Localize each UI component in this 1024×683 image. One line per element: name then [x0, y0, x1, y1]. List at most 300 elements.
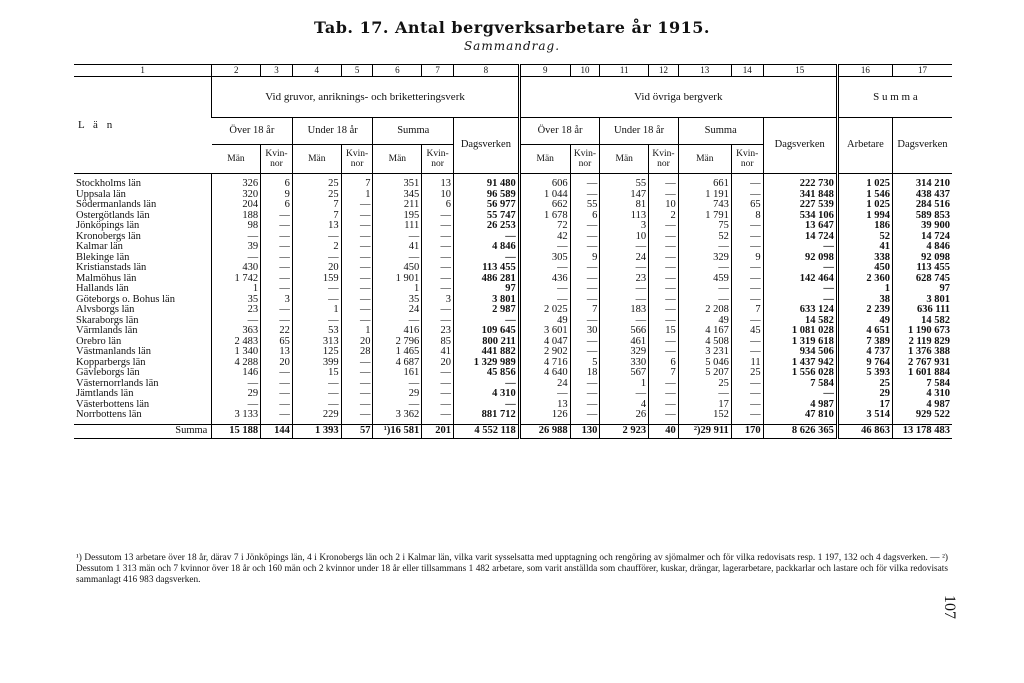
value-cell: 10 — [422, 190, 454, 201]
value-cell: 1 901 — [373, 274, 422, 285]
value-cell: 416 — [373, 326, 422, 337]
value-cell: — — [649, 221, 679, 232]
value-cell: — — [212, 379, 261, 390]
value-cell: — — [600, 316, 649, 327]
man-header: Män — [292, 145, 341, 174]
value-cell: — — [600, 242, 649, 253]
total-cell: 144 — [261, 424, 293, 438]
total-cell: 170 — [731, 424, 763, 438]
value-cell: 1 — [600, 379, 649, 390]
value-cell: 10 — [649, 200, 679, 211]
value-cell: — — [678, 242, 731, 253]
total-cell: 15 188 — [212, 424, 261, 438]
value-cell: 2 239 — [837, 305, 892, 316]
value-cell: 49 — [837, 316, 892, 327]
value-cell: — — [763, 295, 837, 306]
value-cell: 9 — [731, 253, 763, 264]
value-cell: — — [649, 316, 679, 327]
table-row — [74, 253, 952, 264]
table-row — [74, 337, 952, 348]
value-cell: 52 — [837, 232, 892, 243]
kvinnor-header: Kvin-nor — [570, 145, 600, 174]
value-cell: — — [649, 174, 679, 190]
value-cell: 4 846 — [892, 242, 952, 253]
lan-name-cell: Kalmar län — [76, 242, 123, 252]
value-cell: — — [292, 379, 341, 390]
value-cell: — — [570, 379, 600, 390]
value-cell: 329 — [600, 347, 649, 358]
value-cell: 3 514 — [837, 410, 892, 424]
table-row — [74, 295, 952, 306]
value-cell: — — [292, 295, 341, 306]
table-row — [74, 284, 952, 295]
total-cell: 130 — [570, 424, 600, 438]
value-cell: 326 — [212, 174, 261, 190]
value-cell: — — [731, 347, 763, 358]
value-cell: — — [422, 410, 454, 424]
value-cell: 3 — [600, 221, 649, 232]
dagsverken-header: Dagsverken — [454, 118, 520, 174]
value-cell: 5 393 — [837, 368, 892, 379]
value-cell: — — [422, 379, 454, 390]
total-cell: 13 178 483 — [892, 424, 952, 438]
value-cell: 1 — [373, 284, 422, 295]
value-cell: 53 — [292, 326, 341, 337]
value-cell: — — [649, 274, 679, 285]
lan-name-cell: Älvsborgs län — [76, 305, 135, 315]
value-cell: — — [292, 400, 341, 411]
value-cell: 47 810 — [763, 410, 837, 424]
value-cell: — — [649, 263, 679, 274]
value-cell: — — [422, 305, 454, 316]
value-cell: — — [341, 211, 373, 222]
value-cell: — — [212, 232, 261, 243]
value-cell: 430 — [212, 263, 261, 274]
value-cell: — — [261, 368, 293, 379]
value-cell: — — [763, 284, 837, 295]
value-cell: 5 046 — [678, 358, 731, 369]
value-cell: 1 — [212, 284, 261, 295]
value-cell: — — [341, 305, 373, 316]
value-cell: 113 455 — [892, 263, 952, 274]
total-row — [74, 424, 952, 438]
value-cell: 111 — [373, 221, 422, 232]
value-cell: — — [341, 274, 373, 285]
value-cell: 17 — [678, 400, 731, 411]
value-cell: 14 724 — [763, 232, 837, 243]
column-number: 6 — [373, 65, 422, 77]
value-cell: 13 — [519, 400, 570, 411]
value-cell: — — [373, 400, 422, 411]
total-cell: 40 — [649, 424, 679, 438]
value-cell: 589 853 — [892, 211, 952, 222]
value-cell: 20 — [341, 337, 373, 348]
value-cell: — — [649, 379, 679, 390]
table-row — [74, 211, 952, 222]
value-cell: 1 556 028 — [763, 368, 837, 379]
value-cell: 1 — [837, 284, 892, 295]
column-number: 14 — [731, 65, 763, 77]
value-cell: 49 — [519, 316, 570, 327]
value-cell: 363 — [212, 326, 261, 337]
value-cell: — — [292, 389, 341, 400]
value-cell: — — [763, 389, 837, 400]
value-cell: 628 745 — [892, 274, 952, 285]
value-cell: 320 — [212, 190, 261, 201]
value-cell: 14 724 — [892, 232, 952, 243]
value-cell: 4 987 — [892, 400, 952, 411]
table-row — [74, 389, 952, 400]
value-cell: 45 856 — [454, 368, 520, 379]
value-cell: 97 — [892, 284, 952, 295]
value-cell: 29 — [373, 389, 422, 400]
value-cell: — — [373, 232, 422, 243]
total-cell: 26 988 — [519, 424, 570, 438]
kvinnor-header: Kvin-nor — [341, 145, 373, 174]
table-row — [74, 200, 952, 211]
value-cell: — — [292, 253, 341, 264]
value-cell: 2 360 — [837, 274, 892, 285]
value-cell: 9 764 — [837, 358, 892, 369]
value-cell: 436 — [519, 274, 570, 285]
value-cell: — — [422, 232, 454, 243]
man-header: Män — [212, 145, 261, 174]
value-cell: — — [341, 242, 373, 253]
value-cell: 534 106 — [763, 211, 837, 222]
value-cell: — — [341, 358, 373, 369]
value-cell: 2 767 931 — [892, 358, 952, 369]
table-row — [74, 379, 952, 390]
value-cell: 24 — [600, 253, 649, 264]
value-cell: 606 — [519, 174, 570, 190]
value-cell: — — [341, 368, 373, 379]
lan-name-cell: Göteborgs o. Bohus län — [76, 294, 175, 305]
value-cell: 8 — [731, 211, 763, 222]
value-cell: 5 — [570, 358, 600, 369]
value-cell: 1 190 673 — [892, 326, 952, 337]
value-cell: 7 — [570, 305, 600, 316]
column-number: 1 — [74, 65, 212, 77]
value-cell: 3 801 — [892, 295, 952, 306]
value-cell: 1 025 — [837, 174, 892, 190]
value-cell: 284 516 — [892, 200, 952, 211]
value-cell: — — [649, 253, 679, 264]
value-cell: 1 340 — [212, 347, 261, 358]
value-cell: 4 508 — [678, 337, 731, 348]
value-cell: — — [422, 253, 454, 264]
total-cell: 201 — [422, 424, 454, 438]
value-cell: — — [570, 232, 600, 243]
value-cell: — — [212, 400, 261, 411]
value-cell: 186 — [837, 221, 892, 232]
value-cell: 146 — [212, 368, 261, 379]
lan-name-cell: Västmanlands län — [76, 347, 151, 357]
column-number: 17 — [892, 65, 952, 77]
group-header-row — [74, 77, 952, 118]
value-cell: 24 — [519, 379, 570, 390]
group-ovriga-header: Vid övriga bergverk — [519, 77, 837, 118]
value-cell: 22 — [261, 326, 293, 337]
value-cell: — — [341, 410, 373, 424]
man-header: Män — [678, 145, 731, 174]
value-cell: 65 — [731, 200, 763, 211]
lan-name-cell: Jämtlands län — [76, 389, 134, 399]
value-cell: 338 — [837, 253, 892, 264]
value-cell: 3 362 — [373, 410, 422, 424]
value-cell: 55 — [600, 174, 649, 190]
value-cell: 313 — [292, 337, 341, 348]
value-cell: — — [341, 379, 373, 390]
value-cell: 227 539 — [763, 200, 837, 211]
value-cell: 305 — [519, 253, 570, 264]
value-cell: 38 — [837, 295, 892, 306]
value-cell: — — [422, 221, 454, 232]
table-row — [74, 174, 952, 190]
total-cell: 1 393 — [292, 424, 341, 438]
value-cell: — — [341, 316, 373, 327]
value-cell: 6 — [261, 200, 293, 211]
value-cell: — — [570, 389, 600, 400]
lan-name-cell: Blekinge län — [76, 252, 130, 263]
lan-header: L ä n — [74, 77, 212, 174]
lan-name-cell: Skaraborgs län — [76, 315, 139, 326]
value-cell: — — [422, 274, 454, 285]
value-cell: — — [600, 295, 649, 306]
value-cell: — — [649, 242, 679, 253]
value-cell: 800 211 — [454, 337, 520, 348]
value-cell: 23 — [422, 326, 454, 337]
lan-name-cell: Malmöhus län — [76, 273, 137, 284]
value-cell: 15 — [649, 326, 679, 337]
value-cell: — — [373, 316, 422, 327]
value-cell: 39 900 — [892, 221, 952, 232]
value-cell: 7 584 — [892, 379, 952, 390]
total-cell: 4 552 118 — [454, 424, 520, 438]
value-cell: — — [570, 221, 600, 232]
column-number: 13 — [678, 65, 731, 77]
value-cell: — — [731, 379, 763, 390]
column-number: 12 — [649, 65, 679, 77]
value-cell: — — [261, 316, 293, 327]
value-cell: — — [731, 410, 763, 424]
value-cell: — — [678, 295, 731, 306]
value-cell: 25 — [292, 190, 341, 201]
value-cell: 1 025 — [837, 200, 892, 211]
value-cell: — — [261, 253, 293, 264]
column-number: 9 — [519, 65, 570, 77]
table-row — [74, 274, 952, 285]
table-row — [74, 242, 952, 253]
kvinnor-header: Kvin-nor — [649, 145, 679, 174]
dagsverken-header: Dagsverken — [892, 118, 952, 174]
value-cell: 85 — [422, 337, 454, 348]
value-cell: 2 987 — [454, 305, 520, 316]
value-cell: 4 651 — [837, 326, 892, 337]
value-cell: 23 — [212, 305, 261, 316]
value-cell: — — [570, 284, 600, 295]
value-cell: — — [731, 274, 763, 285]
value-cell: 566 — [600, 326, 649, 337]
value-cell: 881 712 — [454, 410, 520, 424]
lan-name-cell: Kristianstads län — [76, 263, 147, 273]
lan-name-cell: Kronobergs län — [76, 231, 141, 242]
value-cell: 92 098 — [763, 253, 837, 264]
value-cell: 1 678 — [519, 211, 570, 222]
value-cell: — — [731, 263, 763, 274]
value-cell: — — [422, 316, 454, 327]
value-cell: 1 — [341, 190, 373, 201]
table-row — [74, 347, 952, 358]
kvinnor-header: Kvin-nor — [422, 145, 454, 174]
value-cell: 1 376 388 — [892, 347, 952, 358]
value-cell: 4 310 — [892, 389, 952, 400]
table-row — [74, 232, 952, 243]
value-cell: 97 — [454, 284, 520, 295]
value-cell: 41 — [422, 347, 454, 358]
total-cell: ²)29 911 — [678, 424, 731, 438]
value-cell: 662 — [519, 200, 570, 211]
lan-name-cell: Västerbottens län — [76, 399, 150, 410]
value-cell: 20 — [292, 263, 341, 274]
value-cell: 2 208 — [678, 305, 731, 316]
value-cell: 188 — [212, 211, 261, 222]
value-cell: — — [649, 347, 679, 358]
table-row — [74, 410, 952, 424]
value-cell: 204 — [212, 200, 261, 211]
table-row — [74, 326, 952, 337]
value-cell: 636 111 — [892, 305, 952, 316]
lan-name-cell: Uppsala län — [76, 189, 126, 200]
footnote: ¹) Dessutom 13 arbetare över 18 år, därav 7 i Jönköpings län, 4 i Kronobergs län och 2 i Kalmar län, vilka varit sysselsatta med upptagning och rengöring av sjömalmer och för vilka redovisats resp. 1 197, 132 och 4 dagsverken. — ²) Dessutom 1 313 män och 7 kvinnor över 18 år och 160 män och 2 kvinnor under 18 år eller tillsammans 1 482 arbetare, som varit anställda som chaufförer, kuskar, drängar, lagerarbetare, packkarlar och lastare och för vilka redovisats sammanlagt 416 983 dagsverken. — [76, 553, 948, 586]
column-number: 2 — [212, 65, 261, 77]
value-cell: 1 191 — [678, 190, 731, 201]
total-label: Summa — [74, 424, 212, 438]
value-cell: — — [570, 295, 600, 306]
value-cell: — — [373, 253, 422, 264]
statistics-table — [74, 64, 952, 439]
value-cell: 35 — [373, 295, 422, 306]
column-number: 16 — [837, 65, 892, 77]
value-cell: 161 — [373, 368, 422, 379]
table-row — [74, 305, 952, 316]
value-cell: 98 — [212, 221, 261, 232]
value-cell: 7 — [731, 305, 763, 316]
value-cell: 35 — [212, 295, 261, 306]
value-cell: — — [422, 389, 454, 400]
value-cell: 314 210 — [892, 174, 952, 190]
value-cell: 49 — [678, 316, 731, 327]
value-cell: 15 — [292, 368, 341, 379]
value-cell: 55 747 — [454, 211, 520, 222]
value-cell: 113 — [600, 211, 649, 222]
value-cell: 6 — [261, 174, 293, 190]
value-cell: 42 — [519, 232, 570, 243]
value-cell: — — [519, 389, 570, 400]
value-cell: — — [261, 221, 293, 232]
value-cell: — — [570, 337, 600, 348]
value-cell: 195 — [373, 211, 422, 222]
column-number: 15 — [763, 65, 837, 77]
value-cell: 75 — [678, 221, 731, 232]
value-cell: 4 687 — [373, 358, 422, 369]
value-cell: — — [292, 284, 341, 295]
dagsverken-header: Dagsverken — [763, 118, 837, 174]
value-cell: 109 645 — [454, 326, 520, 337]
value-cell: — — [731, 337, 763, 348]
summa-header: Summa — [373, 118, 454, 145]
value-cell: — — [261, 211, 293, 222]
man-header: Män — [519, 145, 570, 174]
total-cell: 2 923 — [600, 424, 649, 438]
value-cell: — — [341, 400, 373, 411]
lan-name-cell: Värmlands län — [76, 326, 138, 336]
value-cell: — — [454, 253, 520, 264]
value-cell: — — [731, 174, 763, 190]
value-cell: 13 — [292, 221, 341, 232]
column-number: 7 — [422, 65, 454, 77]
over18-header: Över 18 år — [212, 118, 293, 145]
value-cell: — — [570, 347, 600, 358]
value-cell: 10 — [600, 232, 649, 243]
value-cell: 6 — [649, 358, 679, 369]
group-summa-header: S u m m a — [837, 77, 952, 118]
value-cell: 934 506 — [763, 347, 837, 358]
total-cell: 46 863 — [837, 424, 892, 438]
value-cell: — — [763, 263, 837, 274]
lan-name-cell: Södermanlands län — [76, 200, 157, 210]
value-cell: 929 522 — [892, 410, 952, 424]
value-cell: 329 — [678, 253, 731, 264]
value-cell: 13 — [422, 174, 454, 190]
value-cell: — — [341, 389, 373, 400]
value-cell: 24 — [373, 305, 422, 316]
value-cell: 96 589 — [454, 190, 520, 201]
under18-header: Under 18 år — [292, 118, 373, 145]
kvinnor-header: Kvin-nor — [261, 145, 293, 174]
value-cell: — — [570, 190, 600, 201]
value-cell: — — [731, 190, 763, 201]
value-cell: — — [341, 253, 373, 264]
value-cell: — — [341, 295, 373, 306]
value-cell: — — [570, 263, 600, 274]
value-cell: — — [454, 379, 520, 390]
value-cell: 351 — [373, 174, 422, 190]
value-cell: 7 584 — [763, 379, 837, 390]
value-cell: — — [519, 295, 570, 306]
value-cell: — — [731, 284, 763, 295]
value-cell: 567 — [600, 368, 649, 379]
value-cell: 4 288 — [212, 358, 261, 369]
lan-name-cell: Jönköpings län — [76, 221, 140, 231]
value-cell: 486 281 — [454, 274, 520, 285]
table-row — [74, 400, 952, 411]
value-cell: — — [678, 263, 731, 274]
value-cell: — — [261, 274, 293, 285]
value-cell: 341 848 — [763, 190, 837, 201]
value-cell: 1 081 028 — [763, 326, 837, 337]
column-number: 10 — [570, 65, 600, 77]
value-cell: 2 — [649, 211, 679, 222]
total-cell: ¹)16 581 — [373, 424, 422, 438]
lan-name-cell: Örebro län — [76, 336, 122, 347]
value-cell: — — [649, 284, 679, 295]
value-cell: 461 — [600, 337, 649, 348]
value-cell: 55 — [570, 200, 600, 211]
value-cell: — — [570, 242, 600, 253]
value-cell: 41 — [837, 242, 892, 253]
value-cell: — — [422, 368, 454, 379]
value-cell: 1 — [341, 326, 373, 337]
